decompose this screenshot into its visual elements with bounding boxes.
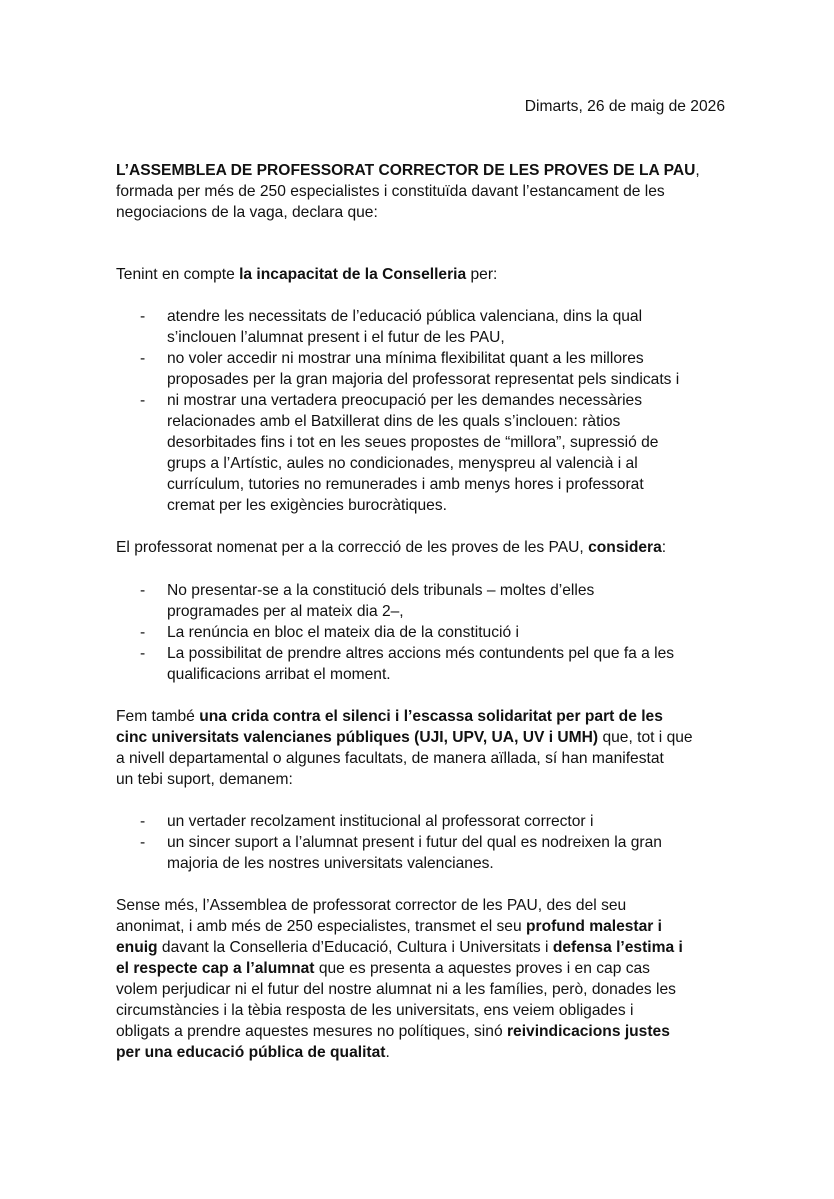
list1-item1-line2: s’inclouen l’alumnat present i el futur de les PAU, — [167, 329, 505, 346]
closing-line-1: Sense més, l’Assemblea de professorat corrector de les PAU, des del seu — [116, 897, 627, 914]
list1-item3-line3: desorbitades fins i tot en les seues propostes de “millora”, supressió de — [167, 434, 659, 451]
closing-bold: reivindicacions justes — [506, 1023, 670, 1040]
crida-line-2 — [116, 727, 693, 748]
list-bullet: - — [140, 813, 146, 830]
heading-line-3: negociacions de la vaga, declara que: — [116, 204, 378, 221]
list1-item3-line6: cremat per les exigències burocràtiques. — [167, 497, 447, 514]
list3-item2-line1: un sincer suport a l’alumnat present i futur del qual es nodreixen la gran — [167, 834, 662, 851]
closing-bold: el respecte cap a l’alumnat — [116, 960, 315, 977]
crida-line-3: a nivell departamental o algunes facultats, de manera aïllada, sí han manifestat — [116, 750, 664, 767]
closing-bold: defensa l’estima i — [552, 939, 683, 956]
crida-line-4: un tebi suport, demanem: — [116, 771, 293, 788]
considera-pre: El professorat nomenat per a la correcció de les proves de les PAU, — [116, 539, 589, 556]
considera-post: : — [661, 539, 667, 556]
list1-item3-line1: ni mostrar una vertadera preocupació per les demandes necessàries — [167, 392, 643, 409]
list2-item1-line2: programades per al mateix dia 2–, — [167, 603, 404, 620]
crida-bold-1: una crida contra el silenci i l’escassa solidaritat per part de les — [199, 708, 663, 725]
closing-line-5: volem perjudicar ni el futur del nostre alumnat ni a les famílies, però, donades les — [116, 981, 676, 998]
list2-item2-line1: La renúncia en bloc el mateix dia de la constitució i — [167, 624, 519, 641]
list-bullet: - — [140, 392, 146, 409]
list-bullet: - — [140, 834, 146, 851]
closing-line-4 — [116, 958, 650, 979]
list2-item3-line2: qualificacions arribat el moment. — [167, 666, 391, 683]
list-bullet: - — [140, 624, 146, 641]
list1-item1-line1: atendre les necessitats de l’educació pública valenciana, dins la qual — [167, 308, 643, 325]
list2-item3-line1: La possibilitat de prendre altres accions més contundents pel que fa a les — [167, 645, 675, 662]
closing-line-6: circumstàncies i la tèbia resposta de les universitats, ens veiem obligades i — [116, 1002, 634, 1019]
closing-text: anonimat, i amb més de 250 especialistes, transmet el seu — [116, 918, 526, 935]
list1-item3-line5: currículum, tutories no remunerades i amb menys hores i professorat — [167, 476, 644, 493]
closing-line-3 — [116, 937, 683, 958]
closing-text: . — [385, 1044, 390, 1061]
document-date: Dimarts, 26 de maig de 2026 — [524, 98, 725, 115]
closing-line-7 — [116, 1021, 670, 1042]
closing-bold: profund malestar i — [525, 918, 663, 935]
intro-post: per: — [466, 266, 498, 283]
assembly-title: L’ASSEMBLEA DE PROFESSORAT CORRECTOR DE LES PROVES DE LA PAU — [116, 162, 696, 179]
list3-item2-line2: majoria de les nostres universitats valencianes. — [167, 855, 494, 872]
list1-item2-line1: no voler accedir ni mostrar una mínima flexibilitat quant a les millores — [167, 350, 644, 367]
list-bullet: - — [140, 645, 146, 662]
heading-line-2: formada per més de 250 especialistes i constituïda davant l’estancament de les — [116, 183, 665, 200]
list1-item2-line2: proposades per la gran majoria del professorat representat pels sindicats i — [167, 371, 680, 388]
list-bullet: - — [140, 308, 146, 325]
considera-paragraph — [116, 537, 666, 558]
list3-item1-line1: un vertader recolzament institucional al professorat corrector i — [167, 813, 594, 830]
closing-line-2 — [116, 916, 662, 937]
list-bullet: - — [140, 582, 146, 599]
closing-bold: enuig — [116, 939, 158, 956]
considera-bold: considera — [588, 539, 662, 556]
closing-text: que es presenta a aquestes proves i en cap cas — [314, 960, 650, 977]
list-bullet: - — [140, 350, 146, 367]
heading-comma: , — [695, 162, 700, 179]
crida-bold-2: cinc universitats valencianes públiques (UJI, UPV, UA, UV i UMH) — [116, 729, 599, 746]
list2-item1-line1: No presentar-se a la constitució dels tribunals – moltes d’elles — [167, 582, 595, 599]
closing-text: obligats a prendre aquestes mesures no polítiques, sinó — [116, 1023, 507, 1040]
list1-item3-line4: grups a l’Artístic, aules no condicionades, menyspreu al valencià i al — [167, 455, 638, 472]
list1-item3-line2: relacionades amb el Batxillerat dins de les quals s’inclouen: ràtios — [167, 413, 621, 430]
intro-bold: la incapacitat de la Conselleria — [239, 266, 467, 283]
crida-post: que, tot i que — [598, 729, 693, 746]
closing-text: davant la Conselleria d’Educació, Cultura i Universitats i — [157, 939, 553, 956]
intro-paragraph — [116, 264, 497, 285]
closing-bold: per una educació pública de qualitat — [116, 1044, 386, 1061]
heading-line-1 — [116, 160, 700, 181]
crida-pre: Fem també — [116, 708, 200, 725]
closing-line-8 — [116, 1042, 390, 1063]
crida-line-1 — [116, 706, 663, 727]
intro-pre: Tenint en compte — [116, 266, 240, 283]
